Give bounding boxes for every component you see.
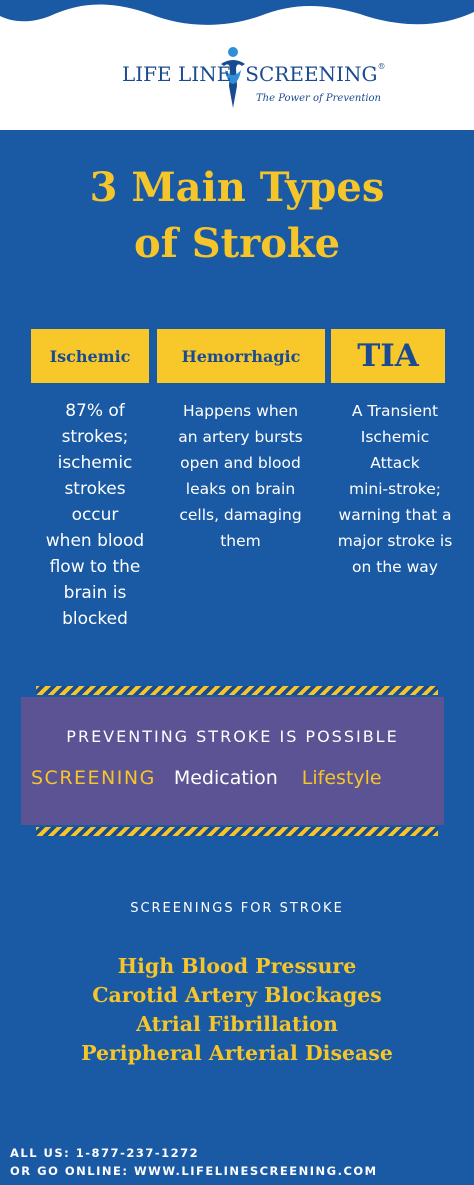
screenings-heading: SCREENINGS FOR STROKE xyxy=(130,901,344,916)
desc-line: when blood xyxy=(45,531,145,551)
type-description-hemorrhagic xyxy=(163,398,318,554)
desc-line: brain is xyxy=(63,583,127,603)
prevention-title: PREVENTING STROKE IS POSSIBLE xyxy=(66,727,399,746)
desc-line: mini-stroke; xyxy=(349,480,441,498)
desc-line: ischemic xyxy=(57,453,133,473)
contact-website: OR GO ONLINE: WWW.LIFELINESCREENING.COM xyxy=(10,1164,378,1178)
brand-tagline: The Power of Prevention xyxy=(256,93,381,104)
screening-item: High Blood Pressure xyxy=(117,954,357,978)
desc-line: blocked xyxy=(62,609,128,629)
brand-name-part1: LIFE LINE xyxy=(122,62,232,86)
page-title-line2: of Stroke xyxy=(133,220,341,267)
type-label-hemorrhagic: Hemorrhagic xyxy=(181,346,301,366)
desc-line: strokes xyxy=(64,479,126,499)
header xyxy=(0,0,474,130)
desc-line: leaks on brain xyxy=(185,480,296,498)
wave-decoration xyxy=(0,0,474,30)
desc-line: Attack xyxy=(370,454,420,472)
desc-line: A Transient xyxy=(351,402,439,420)
desc-line: major stroke is xyxy=(337,532,453,550)
prevention-item-screening: SCREENING xyxy=(31,767,156,789)
prevention-panel xyxy=(21,697,444,825)
brand-name xyxy=(122,62,385,86)
contact-footer xyxy=(10,1144,378,1180)
type-label-ischemic: Ischemic xyxy=(49,346,131,366)
type-box-hemorrhagic xyxy=(157,329,325,383)
type-description-ischemic xyxy=(22,398,168,632)
screenings-list xyxy=(0,952,474,1068)
screening-item: Peripheral Arterial Disease xyxy=(81,1041,393,1065)
type-box-tia xyxy=(331,329,445,383)
contact-phone: ALL US: 1-877-237-1272 xyxy=(10,1146,200,1160)
page-title xyxy=(0,160,474,272)
desc-line: warning that a xyxy=(338,506,452,524)
brand-name-part2: SCREENING xyxy=(245,62,378,86)
desc-line: an artery bursts xyxy=(178,428,303,446)
prevention-item-medication: Medication xyxy=(173,767,278,789)
type-description-tia xyxy=(320,398,470,580)
desc-line: flow to the xyxy=(49,557,141,577)
page-title-line1: 3 Main Types xyxy=(89,164,385,211)
desc-line: Happens when xyxy=(182,402,299,420)
screening-item: Carotid Artery Blockages xyxy=(92,983,382,1007)
prevention-item-lifestyle: Lifestyle xyxy=(301,767,382,789)
type-label-tia: TIA xyxy=(357,338,419,374)
desc-line: Ischemic xyxy=(360,428,430,446)
desc-line: cells, damaging xyxy=(179,506,302,524)
registered-mark: ® xyxy=(377,62,386,71)
prevention-items xyxy=(31,767,382,789)
type-box-ischemic xyxy=(31,329,149,383)
desc-line: them xyxy=(220,532,261,550)
desc-line: 87% of xyxy=(65,401,125,421)
hazard-stripe-bottom xyxy=(36,827,438,836)
desc-line: strokes; xyxy=(61,427,129,447)
desc-line: on the way xyxy=(352,558,438,576)
hazard-stripe-top xyxy=(36,686,438,695)
screening-item: Atrial Fibrillation xyxy=(136,1012,338,1036)
desc-line: open and blood xyxy=(180,454,301,472)
desc-line: occur xyxy=(71,505,119,525)
